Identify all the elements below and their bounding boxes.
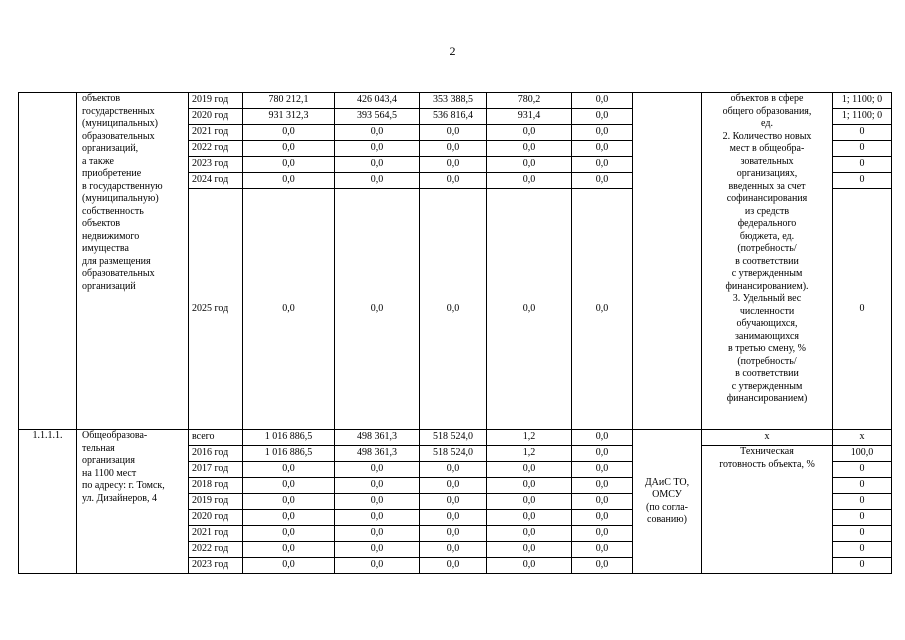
local-value: 0,0 xyxy=(487,478,572,494)
federal-value: 0,0 xyxy=(335,157,420,173)
local-value: 0,0 xyxy=(487,157,572,173)
local-value: 0,0 xyxy=(487,526,572,542)
regional-value: 0,0 xyxy=(420,173,487,189)
other-value: 0,0 xyxy=(572,93,633,109)
indicator-value: 1; 1100; 0 xyxy=(833,109,892,125)
indicator-value: 0 xyxy=(833,478,892,494)
regional-value: 0,0 xyxy=(420,558,487,574)
local-value: 0,0 xyxy=(487,542,572,558)
program-table xyxy=(18,92,892,574)
year-cell: 2021 год xyxy=(189,526,243,542)
regional-value: 0,0 xyxy=(420,494,487,510)
regional-value: 0,0 xyxy=(420,125,487,141)
year-cell: 2016 год xyxy=(189,446,243,462)
year-cell: 2022 год xyxy=(189,542,243,558)
table-row xyxy=(19,430,892,446)
regional-value: 353 388,5 xyxy=(420,93,487,109)
local-value: 0,0 xyxy=(487,510,572,526)
regional-value: 0,0 xyxy=(420,526,487,542)
indicator-value: 0 xyxy=(833,494,892,510)
other-value: 0,0 xyxy=(572,141,633,157)
other-value: 0,0 xyxy=(572,109,633,125)
regional-value: 0,0 xyxy=(420,510,487,526)
other-value: 0,0 xyxy=(572,446,633,462)
indicator-value: 0 xyxy=(833,157,892,173)
regional-value: 0,0 xyxy=(420,141,487,157)
total-value: 0,0 xyxy=(243,526,335,542)
indicator-cell: объектов в сфере общего образования, ед. 2. Количество новых мест в общеобра- зовательных организациях, введенных за счет софинансирования из средств федерального бюджета, ед. (потребность/ в соответствии с утвержденным финансированием). 3. Удельный вес численности обучающихся, занимающихся в третью смену, % (потребность/ в соответствии с утвержденным финансированием) xyxy=(702,93,833,430)
other-value: 0,0 xyxy=(572,462,633,478)
local-value: 931,4 xyxy=(487,109,572,125)
total-value: 1 016 886,5 xyxy=(243,430,335,446)
measure-description: Общеобразова- тельная организация на 1100 мест по адресу: г. Томск, ул. Дизайнеров, 4 xyxy=(77,430,189,574)
federal-value: 0,0 xyxy=(335,478,420,494)
federal-value: 498 361,3 xyxy=(335,430,420,446)
indicator-name: Техническая готовность объекта, % xyxy=(702,446,833,574)
code-cell xyxy=(19,93,77,430)
indicator-value: 0 xyxy=(833,526,892,542)
local-value: 0,0 xyxy=(487,189,572,430)
other-value: 0,0 xyxy=(572,542,633,558)
other-value: 0,0 xyxy=(572,526,633,542)
regional-value: 0,0 xyxy=(420,462,487,478)
federal-value: 0,0 xyxy=(335,141,420,157)
table-row xyxy=(19,93,892,109)
other-value: 0,0 xyxy=(572,173,633,189)
federal-value: 0,0 xyxy=(335,510,420,526)
total-value: 0,0 xyxy=(243,125,335,141)
year-cell: 2021 год xyxy=(189,125,243,141)
page-number: 2 xyxy=(449,44,456,58)
local-value: 0,0 xyxy=(487,494,572,510)
other-value: 0,0 xyxy=(572,189,633,430)
local-value: 1,2 xyxy=(487,430,572,446)
federal-value: 0,0 xyxy=(335,526,420,542)
total-value: 0,0 xyxy=(243,510,335,526)
other-value: 0,0 xyxy=(572,125,633,141)
indicator-value: 0 xyxy=(833,173,892,189)
regional-value: 518 524,0 xyxy=(420,446,487,462)
measure-description: объектов государственных (муниципальных) образовательных организаций, а также приобретение в государственную (муниципальную) собственность объектов недвижимого имущества для размещения образовательных организаций xyxy=(77,93,189,430)
executor-cell: ДАиС ТО, ОМСУ (по согла- сованию) xyxy=(633,430,702,574)
total-value: 0,0 xyxy=(243,462,335,478)
local-value: 0,0 xyxy=(487,141,572,157)
total-value: 0,0 xyxy=(243,478,335,494)
local-value: 780,2 xyxy=(487,93,572,109)
indicator-value: 0 xyxy=(833,510,892,526)
year-cell: всего xyxy=(189,430,243,446)
regional-value: 518 524,0 xyxy=(420,430,487,446)
regional-value: 0,0 xyxy=(420,542,487,558)
total-value: 0,0 xyxy=(243,542,335,558)
indicator-value: 0 xyxy=(833,189,892,430)
federal-value: 0,0 xyxy=(335,189,420,430)
executor-cell xyxy=(633,93,702,430)
federal-value: 498 361,3 xyxy=(335,446,420,462)
federal-value: 0,0 xyxy=(335,494,420,510)
year-cell: 2024 год xyxy=(189,173,243,189)
other-value: 0,0 xyxy=(572,558,633,574)
indicator-name: х xyxy=(702,430,833,446)
indicator-value: 1; 1100; 0 xyxy=(833,93,892,109)
total-value: 0,0 xyxy=(243,157,335,173)
total-value: 1 016 886,5 xyxy=(243,446,335,462)
year-cell: 2019 год xyxy=(189,93,243,109)
regional-value: 0,0 xyxy=(420,478,487,494)
federal-value: 393 564,5 xyxy=(335,109,420,125)
regional-value: 0,0 xyxy=(420,157,487,173)
local-value: 0,0 xyxy=(487,462,572,478)
other-value: 0,0 xyxy=(572,157,633,173)
other-value: 0,0 xyxy=(572,478,633,494)
year-cell: 2018 год xyxy=(189,478,243,494)
local-value: 0,0 xyxy=(487,125,572,141)
other-value: 0,0 xyxy=(572,510,633,526)
total-value: 0,0 xyxy=(243,173,335,189)
total-value: 0,0 xyxy=(243,141,335,157)
year-cell: 2020 год xyxy=(189,510,243,526)
regional-value: 0,0 xyxy=(420,189,487,430)
federal-value: 0,0 xyxy=(335,558,420,574)
year-cell: 2020 год xyxy=(189,109,243,125)
total-value: 0,0 xyxy=(243,494,335,510)
measure-code: 1.1.1.1. xyxy=(19,430,77,574)
federal-value: 0,0 xyxy=(335,125,420,141)
federal-value: 0,0 xyxy=(335,542,420,558)
indicator-value: х xyxy=(833,430,892,446)
total-value: 0,0 xyxy=(243,558,335,574)
local-value: 0,0 xyxy=(487,173,572,189)
local-value: 1,2 xyxy=(487,446,572,462)
year-cell: 2023 год xyxy=(189,558,243,574)
indicator-value: 100,0 xyxy=(833,446,892,462)
total-value: 0,0 xyxy=(243,189,335,430)
other-value: 0,0 xyxy=(572,494,633,510)
other-value: 0,0 xyxy=(572,430,633,446)
total-value: 780 212,1 xyxy=(243,93,335,109)
year-cell: 2025 год xyxy=(189,189,243,430)
federal-value: 0,0 xyxy=(335,173,420,189)
federal-value: 0,0 xyxy=(335,462,420,478)
year-cell: 2023 год xyxy=(189,157,243,173)
year-cell: 2017 год xyxy=(189,462,243,478)
indicator-value: 0 xyxy=(833,141,892,157)
indicator-value: 0 xyxy=(833,462,892,478)
federal-value: 426 043,4 xyxy=(335,93,420,109)
local-value: 0,0 xyxy=(487,558,572,574)
regional-value: 536 816,4 xyxy=(420,109,487,125)
total-value: 931 312,3 xyxy=(243,109,335,125)
indicator-value: 0 xyxy=(833,542,892,558)
year-cell: 2022 год xyxy=(189,141,243,157)
year-cell: 2019 год xyxy=(189,494,243,510)
indicator-value: 0 xyxy=(833,125,892,141)
indicator-value: 0 xyxy=(833,558,892,574)
